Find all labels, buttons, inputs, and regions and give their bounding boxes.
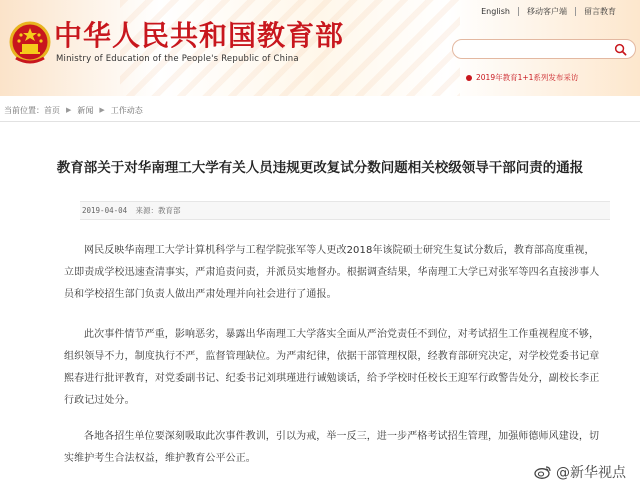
watermark-text: @新华视点 xyxy=(556,465,626,481)
top-links xyxy=(473,6,624,17)
notice-text: 2019年教育1+1系列发布采访 xyxy=(476,73,579,82)
chevron-right-icon: ▶ xyxy=(66,106,72,114)
link-mobile-client[interactable]: 移动客户端 xyxy=(527,7,567,16)
breadcrumb-work-news[interactable]: 工作动态 xyxy=(110,105,143,115)
search-box xyxy=(452,39,636,59)
link-message[interactable]: 留言教育 xyxy=(584,7,616,16)
bullet-icon xyxy=(466,75,472,81)
article-date: 2019-04-04 xyxy=(82,206,128,215)
breadcrumb-lead: 当前位置： xyxy=(4,105,44,115)
article-title: 教育部关于对华南理工大学有关人员违规更改复试分数问题相关校级领导干部问责的通报 xyxy=(56,160,584,176)
site-title: 中华人民共和国教育部 xyxy=(54,19,345,52)
article-paragraph: 网民反映华南理工大学计算机科学与工程学院张军等人更改2018年该院硕士研究生复试分数后，教育部高度重视，立即责成学校迅速查清事实，严肃追责问责，并派员实地督办。根据调查结果，华南理工大学已对张军等四名直接涉事人员和学校招生部门负责人做出严肃处理并向社会进行了通报。 xyxy=(64,245,600,300)
site-subtitle: Ministry of Education of the People's Republic of China xyxy=(56,54,299,64)
chevron-right-icon: ▶ xyxy=(99,106,105,114)
site-header xyxy=(0,0,640,96)
breadcrumb xyxy=(0,100,640,120)
national-emblem-icon xyxy=(8,20,52,68)
notice-link[interactable] xyxy=(466,72,578,83)
link-english[interactable]: English xyxy=(481,7,510,16)
watermark xyxy=(534,462,626,482)
search-input[interactable] xyxy=(463,42,607,58)
breadcrumb-home[interactable]: 首页 xyxy=(44,105,60,115)
divider xyxy=(0,121,640,122)
article-meta xyxy=(80,201,610,220)
weibo-icon xyxy=(534,465,552,479)
article-paragraph: 各地各招生单位要深刻吸取此次事件教训，引以为戒，举一反三，进一步严格考试招生管理，加强师德师风建设，切实维护考生合法权益，维护教育公平公正。 xyxy=(64,431,600,464)
article-paragraph: 此次事件情节严重，影响恶劣，暴露出华南理工大学落实全面从严治党责任不到位，对考试招生工作重视程度不够，组织领导不力，制度执行不严，监督管理缺位。为严肃纪律，依据干部管理权限，经教育部研究决定，对学校党委书记章熙春进行批评教育，对党委副书记、纪委书记刘琪瑾进行诫勉谈话，给予学校时任校长王迎军行政警告处分，副校长李正行政记过处分。 xyxy=(64,329,600,406)
search-icon[interactable] xyxy=(614,43,627,56)
article-source: 来源：教育部 xyxy=(135,206,181,215)
breadcrumb-news[interactable]: 新闻 xyxy=(77,105,94,115)
